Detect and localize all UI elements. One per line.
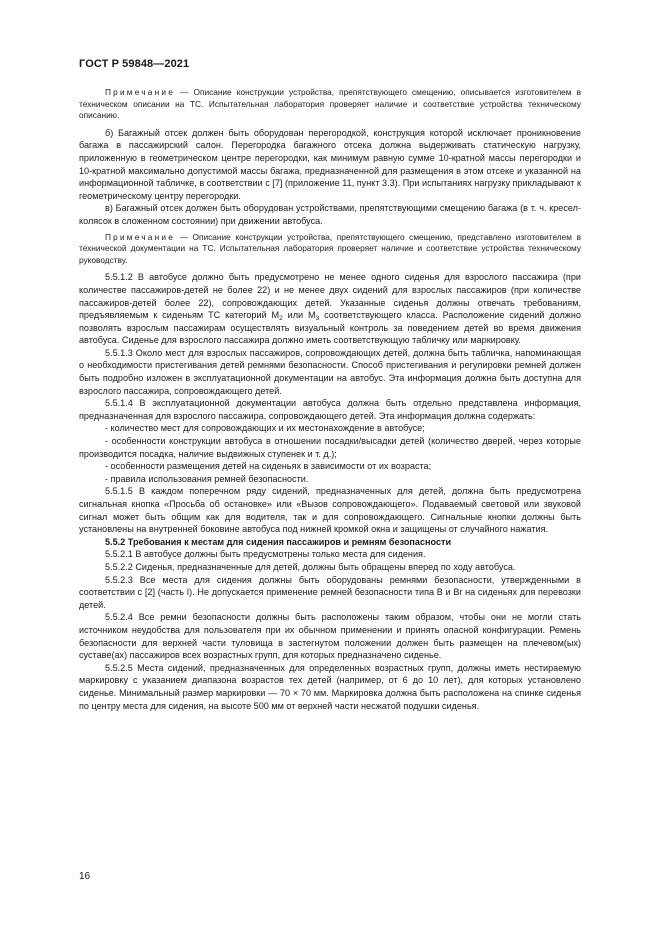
- paragraph-5-5-2-4: 5.5.2.4 Все ремни безопасности должны быть расположены таким образом, чтобы они не могли стать источником неудобства для пользователя при их обычном применении и принять опасной конфигурации. Ремень безопасности для верхней части туловища в застегнутом положении должен быть размещен на плечевом(ых) суставе(ах) пассажиров всех возрастных групп, для которых предназначено сиденье.: [79, 612, 581, 661]
- list-item: - правила использования ремней безопасности.: [105, 473, 309, 484]
- subscript: 2: [279, 315, 283, 323]
- paragraph-v: в) Багажный отсек должен быть оборудован устройствами, препятствующими смещению багажа (в т. ч. кресел-колясок в сложенном состоянии) при движении автобуса.: [79, 203, 581, 226]
- note-text: — Описание конструкции устройства, препятствующего смещению, представлено изготовителем в технической документации на ТС. Испытательная лаборатория проверяет наличие и соответствие устройства техническому руководству.: [79, 231, 581, 265]
- page-number: 16: [79, 871, 91, 882]
- note-2: [79, 232, 581, 267]
- document-header: ГОСТ Р 59848—2021: [79, 58, 190, 70]
- paragraph-5-5-1-2: [79, 271, 581, 347]
- paragraph-5-5-2-3: 5.5.2.3 Все места для сидения должны быть оборудованы ремнями безопасности, утвержденными в соответствии с [2] (часть I). Не допускается применение ремней безопасности типа B и Br на сиденьях для перевозки детей.: [79, 574, 581, 610]
- paragraph-5-5-1-4: 5.5.1.4 В эксплуатационной документации автобуса должна быть отдельно представлена информация, предназначенная для взрослого пассажира, сопровождающего детей. Эта информация должна содержать:: [79, 398, 581, 421]
- text-span: 5.5.1.2 В автобусе должно быть предусмотрено не менее одного сиденья для взрослого пассажира (при количестве пассажиров-детей не более 22) и не менее двух сидений для взрослых пассажиров (при количестве пассажиров-детей более 22), сопровождающих детей. Указанные сиденья должны отвечать требованиям, предъявляемым к сиденьям ТС категорий М: [79, 272, 581, 321]
- note-label: Примечание: [105, 87, 176, 97]
- subscript: 3: [315, 315, 320, 323]
- paragraph-5-5-1-3: 5.5.1.3 Около мест для взрослых пассажиров, сопровождающих детей, должна быть табличка, напоминающая о необходимости пристегивания детей ремнями безопасности. Способ пристегивания и регулировки ремней должен быть подробно изложен в эксплуатационной документации на автобус. Эта информация должна быть доступна для взрослого пассажира, сопровождающего детей.: [79, 347, 581, 396]
- paragraph-5-5-2-1: 5.5.2.1 В автобусе должны быть предусмотрены только места для сидения.: [105, 549, 426, 560]
- text-span: или М: [282, 310, 316, 321]
- list-item: - особенности конструкции автобуса в отношении посадки/высадки детей (количество дверей, через которые производится посадка, наличие выдвижных ступенек и т. д.);: [79, 436, 581, 459]
- paragraph-5-5-2-2: 5.5.2.2 Сиденья, предназначенные для детей, должны быть обращены вперед по ходу автобуса.: [105, 561, 516, 572]
- text-span: соответствующего класса. Расположение сидений должно позволять взрослым пассажирам осуществлять визуальный контроль за поведением детей во время движения автобуса. Сиденье для взрослого пассажира должно иметь соответствующую табличку или маркировку.: [79, 310, 581, 346]
- document-body: [79, 87, 581, 712]
- note-label: Примечание: [105, 231, 176, 242]
- paragraph-b: б) Багажный отсек должен быть оборудован перегородкой, конструкция которой исключает проникновение багажа в пассажирский салон. Перегородка багажного отсека должна выдерживать статическую нагрузку, приложенную в геометрическом центре перегородки, как минимум равную сумме 10-кратной массы перегородки и 10-кратной максимально допустимой массы багажа, предназначенной для размещения в этом отсеке и указанной на информационной табличке, в соответствии с [7] (приложение 11, пункт 3.3). При испытаниях нагрузку прикладывают к геометрическому центру перегородки.: [79, 127, 581, 201]
- note-text: — Описание конструкции устройства, препятствующего смещению, описывается изготовителем в техническом описании на ТС. Испытательная лаборатория проверяет наличие и соответствие устройства техническому описанию.: [79, 87, 581, 121]
- paragraph-5-5-1-5: 5.5.1.5 В каждом поперечном ряду сидений, предназначенных для детей, должна быть предусмотрена сигнальная кнопка «Просьба об остановке» или «Вызов сопровождающего». Подаваемый световой или звуковой сигнал может быть общим как для водителя, так и для сопровождающего. Сигнальные кнопки должны быть установлены на внутренней боковине автобуса под нижней кромкой окна и защищены от случайного нажатия.: [79, 486, 581, 535]
- note-1: [79, 87, 581, 122]
- list-item: - количество мест для сопровождающих и их местонахождение в автобусе;: [105, 423, 425, 434]
- section-heading-5-5-2: 5.5.2 Требования к местам для сидения пассажиров и ремням безопасности: [105, 536, 452, 547]
- paragraph-5-5-2-5: 5.5.2.5 Места сидений, предназначенных для определенных возрастных групп, должны иметь нестираемую маркировку с указанием диапазона возрастов тех детей (например, от 6 до 10 лет), для которых установлено сиденье. Минимальный размер маркировки — 70 × 70 мм. Маркировка должна быть расположена на спинке сиденья по центру места для сидения, на высоте 500 мм от верхней части несжатой подушки сиденья.: [79, 662, 581, 711]
- list-item: - особенности размещения детей на сиденьях в зависимости от их возраста;: [105, 461, 432, 472]
